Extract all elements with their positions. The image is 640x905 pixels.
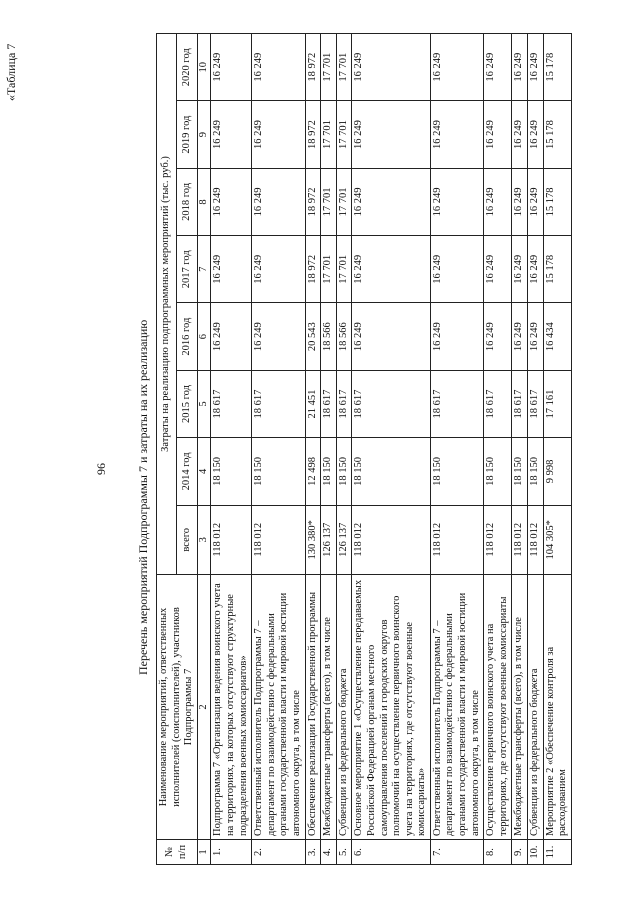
cell-y2014: 18 150 xyxy=(336,438,352,505)
cell-y2020: 16 249 xyxy=(211,34,252,101)
cell-y2014: 18 150 xyxy=(512,438,528,505)
header-year: 2017 год xyxy=(177,236,197,303)
cell-y2020: 16 249 xyxy=(512,34,528,101)
cell-total: 118 012 xyxy=(528,505,544,574)
cell-y2015: 18 617 xyxy=(252,370,305,437)
cell-y2017: 16 249 xyxy=(528,236,544,303)
row-name: Мероприятие 2 «Обеспечение контроля за расходованием xyxy=(543,575,571,840)
cell-y2020: 15 178 xyxy=(543,34,571,101)
cell-total: 118 012 xyxy=(430,505,483,574)
cell-y2016: 16 249 xyxy=(430,303,483,370)
cell-y2020: 16 249 xyxy=(528,34,544,101)
cell-y2019: 16 249 xyxy=(211,101,252,168)
cell-y2019: 16 249 xyxy=(512,101,528,168)
cell-y2016: 16 249 xyxy=(512,303,528,370)
cell-y2014: 18 150 xyxy=(484,438,512,505)
row-name: Межбюджетные трансферты (всего), в том числе xyxy=(321,575,337,840)
cell-total: 126 137 xyxy=(336,505,352,574)
cell-y2018: 16 249 xyxy=(211,168,252,235)
cell-y2017: 16 249 xyxy=(512,236,528,303)
header-year: 2018 год xyxy=(177,168,197,235)
row-name: Подпрограмма 7 «Организация ведения воинского учета на территориях, на которых отсутствуют структурные подразделения военных комиссариатов» xyxy=(211,575,252,840)
header-year: 2014 год xyxy=(177,438,197,505)
cell-y2018: 16 249 xyxy=(430,168,483,235)
cell-y2020: 17 701 xyxy=(321,34,337,101)
cell-y2015: 18 617 xyxy=(528,370,544,437)
column-number: 8 xyxy=(197,168,211,235)
row-number: 7. xyxy=(430,840,483,865)
cell-y2018: 16 249 xyxy=(512,168,528,235)
cell-y2015: 18 617 xyxy=(512,370,528,437)
cell-y2014: 18 150 xyxy=(321,438,337,505)
header-year: 2019 год xyxy=(177,101,197,168)
column-number: 6 xyxy=(197,303,211,370)
cell-y2015: 18 617 xyxy=(484,370,512,437)
cell-y2020: 16 249 xyxy=(430,34,483,101)
cell-y2020: 16 249 xyxy=(484,34,512,101)
table-row xyxy=(321,34,337,865)
cell-y2017: 16 249 xyxy=(352,236,431,303)
cell-total: 104 305* xyxy=(543,505,571,574)
cell-y2017: 16 249 xyxy=(211,236,252,303)
row-number: 4. xyxy=(321,840,337,865)
column-number: 7 xyxy=(197,236,211,303)
cell-y2019: 17 701 xyxy=(336,101,352,168)
cell-y2017: 16 249 xyxy=(430,236,483,303)
cell-y2015: 18 617 xyxy=(336,370,352,437)
row-number: 5. xyxy=(336,840,352,865)
row-name: Осуществление первичного воинского учета на территориях, где отсутствуют военные комиссариаты xyxy=(484,575,512,840)
table-row xyxy=(430,34,483,865)
cell-y2016: 16 249 xyxy=(528,303,544,370)
table-body xyxy=(211,34,571,865)
cell-y2016: 16 249 xyxy=(352,303,431,370)
cell-y2016: 16 249 xyxy=(484,303,512,370)
cell-y2015: 18 617 xyxy=(321,370,337,437)
cell-y2019: 18 972 xyxy=(305,101,321,168)
cell-y2017: 17 701 xyxy=(321,236,337,303)
cell-y2017: 16 249 xyxy=(484,236,512,303)
cell-y2016: 16 249 xyxy=(252,303,305,370)
cell-y2018: 17 701 xyxy=(321,168,337,235)
row-number: 11. xyxy=(543,840,571,865)
cell-total: 118 012 xyxy=(211,505,252,574)
cell-total: 118 012 xyxy=(484,505,512,574)
cell-y2018: 16 249 xyxy=(252,168,305,235)
cell-y2019: 16 249 xyxy=(484,101,512,168)
cell-y2016: 18 566 xyxy=(321,303,337,370)
row-number: 3. xyxy=(305,840,321,865)
table-label: «Таблица 7 xyxy=(4,43,18,101)
cell-y2016: 16 434 xyxy=(543,303,571,370)
cell-y2020: 17 701 xyxy=(336,34,352,101)
cell-y2014: 9 998 xyxy=(543,438,571,505)
row-number: 2. xyxy=(252,840,305,865)
cell-total: 118 012 xyxy=(352,505,431,574)
row-number: 1. xyxy=(211,840,252,865)
column-number: 4 xyxy=(197,438,211,505)
page-number: 96 xyxy=(94,463,108,475)
column-number: 2 xyxy=(197,575,211,840)
cell-y2017: 16 249 xyxy=(252,236,305,303)
header-no: № п/п xyxy=(157,840,198,865)
cell-total: 118 012 xyxy=(252,505,305,574)
cell-total: 126 137 xyxy=(321,505,337,574)
table-row xyxy=(336,34,352,865)
cell-total: 130 380* xyxy=(305,505,321,574)
table-row xyxy=(305,34,321,865)
cell-y2015: 21 451 xyxy=(305,370,321,437)
cell-y2020: 18 972 xyxy=(305,34,321,101)
cell-y2019: 16 249 xyxy=(352,101,431,168)
row-name: Основное мероприятие 1 «Осуществление передаваемых Российской Федерацией органам местного самоуправления поселений и городских округов полномочий на осуществление первичного воинского учета на территориях, где отсутствуют военные комиссариаты» xyxy=(352,575,431,840)
cell-y2020: 16 249 xyxy=(252,34,305,101)
table-row xyxy=(512,34,528,865)
cell-y2018: 16 249 xyxy=(352,168,431,235)
header-year: 2020 год xyxy=(177,34,197,101)
cell-y2014: 18 150 xyxy=(211,438,252,505)
cell-y2018: 16 249 xyxy=(528,168,544,235)
cell-y2014: 18 150 xyxy=(352,438,431,505)
row-number: 6. xyxy=(352,840,431,865)
cell-y2017: 15 178 xyxy=(543,236,571,303)
cell-y2016: 18 566 xyxy=(336,303,352,370)
header-name: Наименование мероприятий, ответственных исполнителей (соисполнителей), участников Подпрограммы 7 xyxy=(157,575,198,840)
row-name: Ответственный исполнитель Подпрограммы 7 – департамент по взаимодействию с федеральными органами государственной власти и мировой юстиции автономного округа, в том числе xyxy=(252,575,305,840)
cell-y2016: 16 249 xyxy=(211,303,252,370)
cell-y2014: 18 150 xyxy=(528,438,544,505)
column-number: 1 xyxy=(197,840,211,865)
header-costs: Затраты на реализацию подпрограммных мероприятий (тыс. руб.) xyxy=(157,34,177,575)
cell-total: 118 012 xyxy=(512,505,528,574)
column-number: 10 xyxy=(197,34,211,101)
cell-y2015: 18 617 xyxy=(211,370,252,437)
row-name: Субвенции из федерального бюджета xyxy=(336,575,352,840)
header-total: всего xyxy=(177,505,197,574)
row-number: 8. xyxy=(484,840,512,865)
header-year: 2015 год xyxy=(177,370,197,437)
table-row xyxy=(528,34,544,865)
row-name: Субвенции из федерального бюджета xyxy=(528,575,544,840)
cell-y2019: 16 249 xyxy=(528,101,544,168)
cell-y2014: 12 498 xyxy=(305,438,321,505)
row-name: Межбюджетные трансферты (всего), в том числе xyxy=(512,575,528,840)
cell-y2014: 18 150 xyxy=(252,438,305,505)
table-row xyxy=(352,34,431,865)
cell-y2017: 18 972 xyxy=(305,236,321,303)
cell-y2015: 18 617 xyxy=(352,370,431,437)
table-row xyxy=(211,34,252,865)
row-name: Обеспечение реализации Государственной программы xyxy=(305,575,321,840)
cell-y2015: 18 617 xyxy=(430,370,483,437)
table-row xyxy=(484,34,512,865)
column-number: 5 xyxy=(197,370,211,437)
cell-y2019: 16 249 xyxy=(430,101,483,168)
cell-y2019: 16 249 xyxy=(252,101,305,168)
cell-y2020: 16 249 xyxy=(352,34,431,101)
costs-table xyxy=(156,33,572,865)
column-number: 3 xyxy=(197,505,211,574)
row-number: 9. xyxy=(512,840,528,865)
table-row xyxy=(252,34,305,865)
row-name: Ответственный исполнитель Подпрограммы 7 – департамент по взаимодействию с федеральными органами государственной власти и мировой юстиции автономного округа, в том числе xyxy=(430,575,483,840)
cell-y2015: 17 161 xyxy=(543,370,571,437)
cell-y2019: 15 178 xyxy=(543,101,571,168)
cell-y2014: 18 150 xyxy=(430,438,483,505)
row-number: 10. xyxy=(528,840,544,865)
cell-y2019: 17 701 xyxy=(321,101,337,168)
cell-y2017: 17 701 xyxy=(336,236,352,303)
cell-y2018: 16 249 xyxy=(484,168,512,235)
cell-y2018: 17 701 xyxy=(336,168,352,235)
document-title: Перечень мероприятий Подпрограммы 7 и затраты на их реализацию xyxy=(136,319,150,675)
header-year: 2016 год xyxy=(177,303,197,370)
cell-y2016: 20 543 xyxy=(305,303,321,370)
table-row xyxy=(543,34,571,865)
cell-y2018: 18 972 xyxy=(305,168,321,235)
cell-y2018: 15 178 xyxy=(543,168,571,235)
column-number: 9 xyxy=(197,101,211,168)
